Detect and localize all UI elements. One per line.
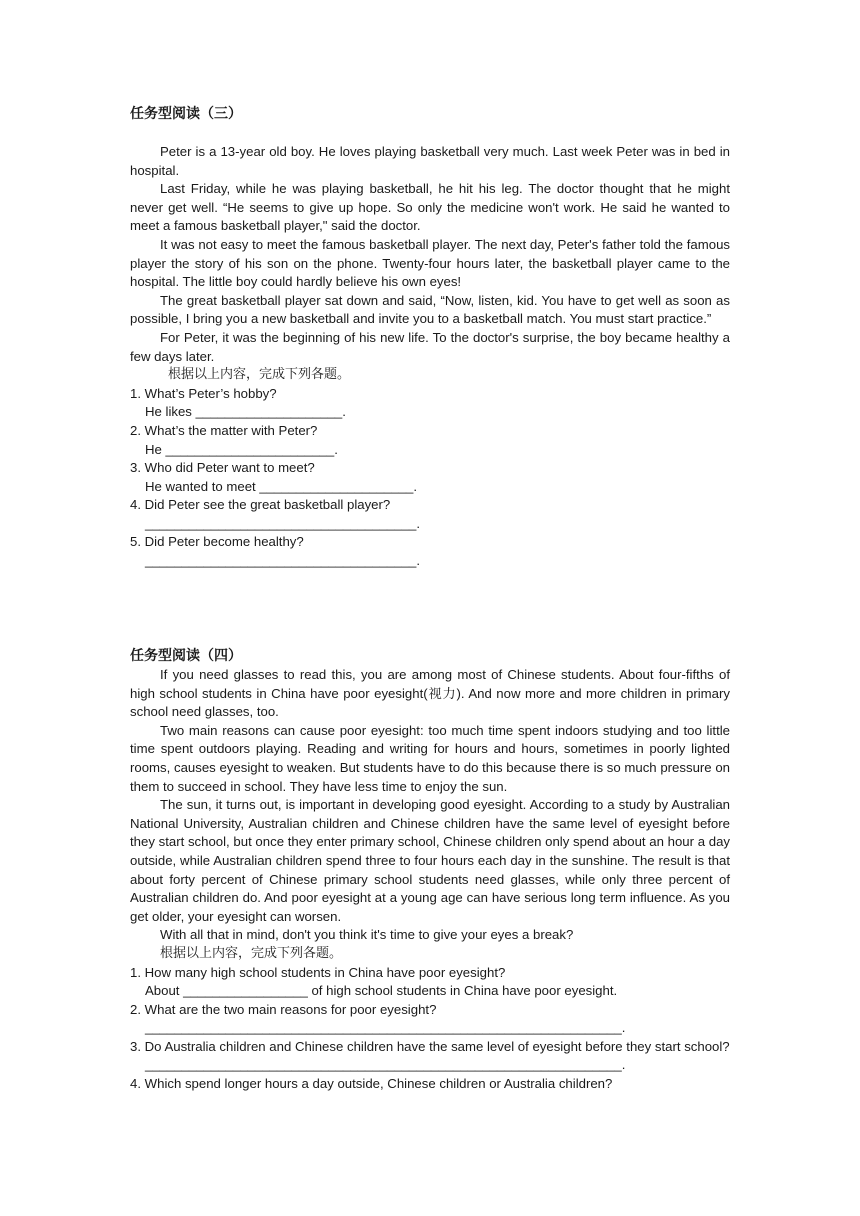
passage-paragraph: Peter is a 13-year old boy. He loves playing basketball very much. Last week Peter was in bed in hospital.: [130, 144, 730, 178]
question: 2. What are the two main reasons for poor eyesight?: [130, 1001, 437, 1017]
section-title: 任务型阅读（三）: [130, 106, 242, 122]
section-title: 任务型阅读（四）: [130, 648, 242, 664]
question: 1. What’s Peter’s hobby?: [130, 385, 277, 401]
answer-blank[interactable]: He wanted to meet _____________________.: [145, 478, 418, 494]
question: 5. Did Peter become healthy?: [130, 534, 304, 550]
passage-paragraph: With all that in mind, don't you think it's time to give your eyes a break?: [160, 927, 574, 943]
question: 4. Which spend longer hours a day outside, Chinese children or Australia children?: [130, 1076, 613, 1092]
question: 3. Do Australia children and Chinese children have the same level of eyesight before they start school?: [130, 1038, 730, 1054]
answer-blank[interactable]: About _________________ of high school students in China have poor eyesight.: [145, 983, 618, 999]
answer-blank[interactable]: He likes ____________________.: [145, 404, 346, 420]
answer-blank[interactable]: _________________________________________________________________.: [145, 1057, 626, 1073]
passage-paragraph: For Peter, it was the beginning of his new life. To the doctor's surprise, the boy became healthy a few days later.: [130, 329, 730, 364]
passage-paragraph: The great basketball player sat down and said, “Now, listen, kid. You have to get well as soon as possible, I bring you a new basketball and invite you to a basketball match. You must start practice.”: [130, 292, 730, 327]
answer-blank[interactable]: He _______________________.: [145, 441, 338, 457]
question: 1. How many high school students in China have poor eyesight?: [130, 964, 506, 980]
passage-paragraph: Two main reasons can cause poor eyesight: too much time spent indoors studying and too little time spent outdoors playing. Reading and writing for hours and hours, sometimes in poorly lighted rooms, causes eyesight to weaken. But students have to do this because there is so much pressure on them to succeed in school. They have less time to enjoy the sun.: [130, 722, 730, 794]
passage-paragraph: If you need glasses to read this, you are among most of Chinese students. About four-fifths of high school students in China have poor eyesight(视力). And now more and more children in primary school need glasses, too.: [130, 667, 730, 720]
question: 2. What’s the matter with Peter?: [130, 422, 318, 438]
instruction: 根据以上内容，完成下列各题。: [160, 945, 343, 961]
answer-blank[interactable]: _________________________________________________________________.: [145, 1020, 626, 1036]
answer-blank[interactable]: _____________________________________.: [145, 553, 421, 569]
passage-paragraph: Last Friday, while he was playing basketball, he hit his leg. The doctor thought that he might never get well. “He seems to give up hope. So only the medicine won't work. He said he wanted to meet a famous basketball player," said the doctor.: [130, 181, 730, 234]
reading-task-3: [130, 104, 730, 571]
passage-paragraph: It was not easy to meet the famous basketball player. The next day, Peter's father told the famous player the story of his son on the phone. Twenty-four hours later, the basketball player came to the hospital. The little boy could hardly believe his own eyes!: [130, 236, 730, 290]
question: 4. Did Peter see the great basketball player?: [130, 497, 391, 513]
reading-task-4: [130, 646, 730, 1094]
answer-blank[interactable]: _____________________________________.: [145, 515, 421, 531]
instruction: 根据以上内容，完成下列各题。: [168, 367, 351, 383]
passage-paragraph: The sun, it turns out, is important in developing good eyesight. According to a study by Australian National University, Australian children and Chinese children have the same level of eyesight before they start school, but once they enter primary school, Chinese children only spend about an hour a day outside, while Australian children spend three to four hours each day in the sunshine. The result is that about forty percent of Chinese primary school students need glasses, while only three percent of Australian children do. And poor eyesight at a young age can have serious long term influence. As you get older, your eyesight can worsen.: [130, 797, 730, 924]
question: 3. Who did Peter want to meet?: [130, 460, 315, 476]
